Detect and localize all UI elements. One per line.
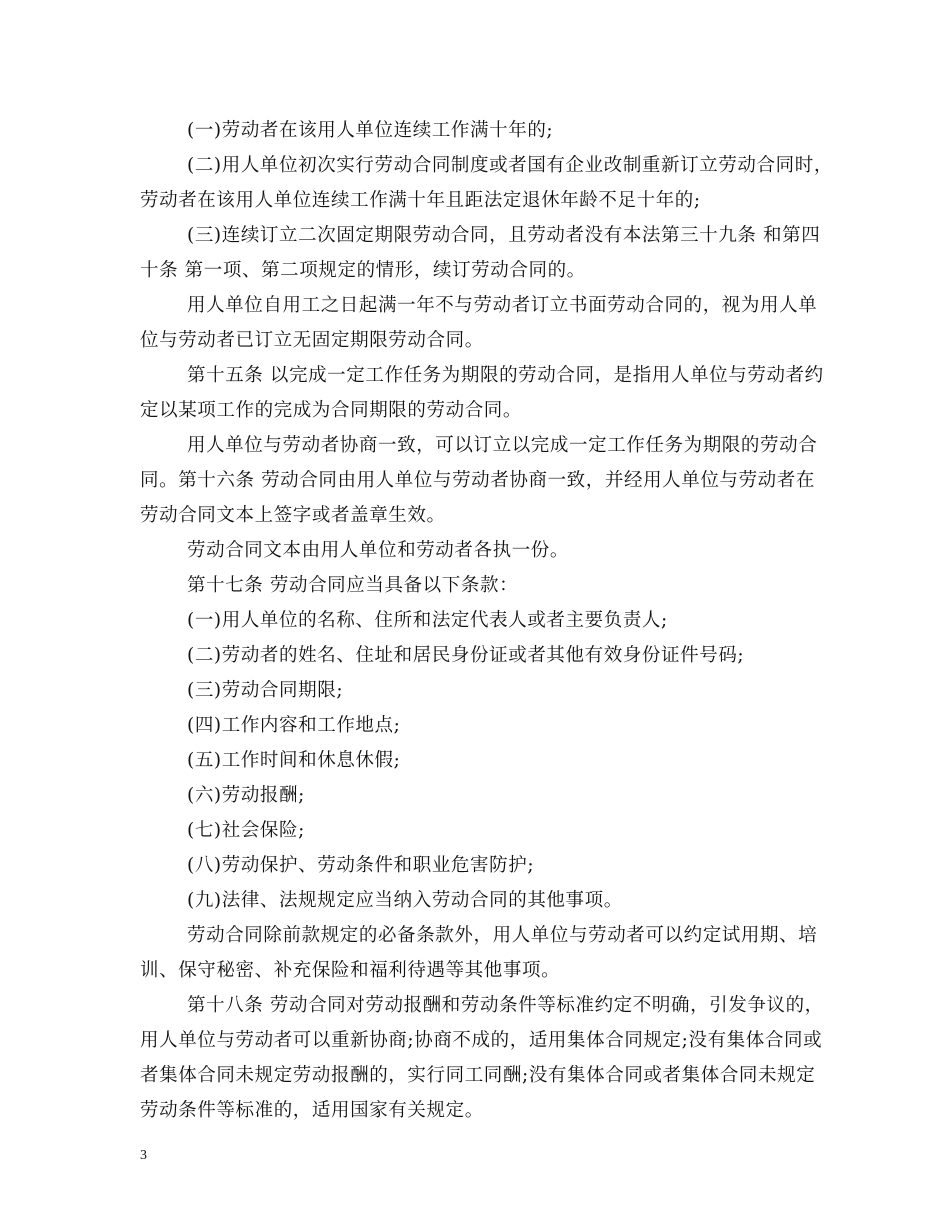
text-line: 用人单位与劳动者协商一致，可以订立以完成一定工作任务为期限的劳动合 (187, 435, 818, 456)
text-line: (一)用人单位的名称、住所和法定代表人或者主要负责人; (187, 610, 668, 631)
text-line: 第十八条 劳动合同对劳动报酬和劳动条件等标准约定不明确，引发争议的， (187, 995, 824, 1016)
text-line: (三)劳动合同期限; (187, 680, 344, 701)
text-line: (九)法律、法规规定应当纳入劳动合同的其他事项。 (187, 890, 623, 911)
text-line: 同。第十六条 劳动合同由用人单位与劳动者协商一致，并经用人单位与劳动者在 (140, 470, 815, 491)
text-line: 劳动合同文本上签字或者盖章生效。 (140, 505, 446, 526)
text-line: (六)劳动报酬; (187, 785, 305, 806)
text-line: 第十七条 劳动合同应当具备以下条款： (187, 575, 519, 596)
text-line: (二)劳动者的姓名、住址和居民身份证或者其他有效身份证件号码; (187, 645, 745, 666)
text-line: (五)工作时间和休息休假; (187, 750, 401, 771)
text-line: 训、保守秘密、补充保险和福利待遇等其他事项。 (140, 960, 561, 981)
text-line: 用人单位自用工之日起满一年不与劳动者订立书面劳动合同的，视为用人单 (187, 295, 818, 316)
text-line: 者集体合同未规定劳动报酬的，实行同工同酬;没有集体合同或者集体合同未规定 (140, 1065, 816, 1086)
text-line: (二)用人单位初次实行劳动合同制度或者国有企业改制重新订立劳动合同时， (187, 155, 833, 176)
page-number: 3 (140, 1148, 147, 1163)
text-line: (一)劳动者在该用人单位连续工作满十年的; (187, 120, 554, 141)
text-line: 位与劳动者已订立无固定期限劳动合同。 (140, 330, 484, 351)
text-line: 第十五条 以完成一定工作任务为期限的劳动合同，是指用人单位与劳动者约 (187, 365, 824, 386)
text-line: 用人单位与劳动者可以重新协商;协商不成的，适用集体合同规定;没有集体合同或 (140, 1030, 823, 1051)
text-line: (七)社会保险; (187, 820, 305, 841)
text-line: 十条 第一项、第二项规定的情形，续订劳动合同的。 (140, 260, 586, 281)
text-line: (四)工作内容和工作地点; (187, 715, 401, 736)
text-line: 劳动条件等标准的，适用国家有关规定。 (140, 1100, 484, 1121)
text-line: 劳动合同除前款规定的必备条款外，用人单位与劳动者可以约定试用期、培 (187, 925, 818, 946)
text-line: 劳动者在该用人单位连续工作满十年且距法定退休年龄不足十年的; (140, 190, 701, 211)
text-line: 劳动合同文本由用人单位和劳动者各执一份。 (187, 540, 570, 561)
text-line: (八)劳动保护、劳动条件和职业危害防护; (187, 855, 535, 876)
text-line: 定以某项工作的完成为合同期限的劳动合同。 (140, 400, 523, 421)
text-line: (三)连续订立二次固定期限劳动合同，且劳动者没有本法第三十九条 和第四 (187, 225, 821, 246)
